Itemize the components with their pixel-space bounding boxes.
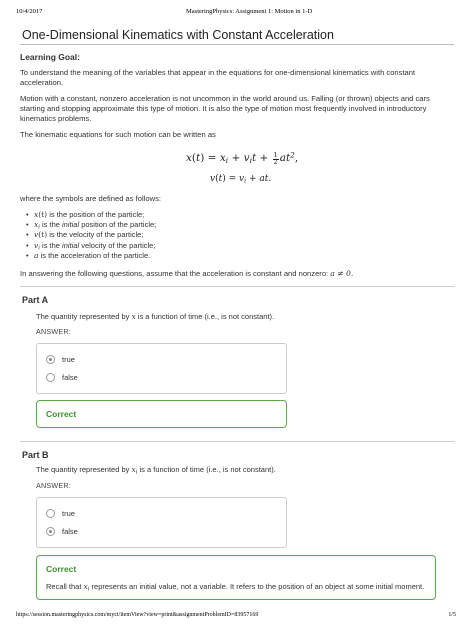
- goal-paragraph-4: where the symbols are defined as follows:: [20, 194, 161, 203]
- print-url[interactable]: https://session.masteringphysics.com/myct/itemView?view=print&assignmentProblemID=83957169: [16, 612, 259, 618]
- goal-paragraph-3: The kinematic equations for such motion can be written as: [20, 130, 216, 139]
- part-b-option-true[interactable]: true: [46, 509, 75, 518]
- definition-item: • v(t) is the velocity of the particle;: [26, 230, 454, 240]
- definition-item: • x(t) is the position of the particle;: [26, 210, 454, 220]
- learning-goal-heading: Learning Goal:: [20, 52, 80, 62]
- print-date: 10/4/2017: [16, 8, 43, 15]
- part-b-option-false[interactable]: false: [46, 527, 78, 536]
- part-a-answer-label: ANSWER:: [36, 327, 71, 336]
- part-a-question: The quantity represented by x is a function of time (i.e., is not constant).: [36, 312, 275, 321]
- radio-unselected-icon[interactable]: [46, 509, 55, 518]
- part-b-answer-label: ANSWER:: [36, 481, 71, 490]
- position-equation: $x(t) = x_i + v_it$ + $\frac{1}{2}$ $at^2$,: [186, 150, 299, 166]
- feedback-message: Recall that $x_i$ represents an initial value, not a variable. It refers to the position of an object at some initial moment.: [46, 582, 425, 593]
- print-page-title: MasteringPhysics: Assignment 1: Motion in 1-D: [186, 8, 313, 15]
- part-a-heading: Part A: [22, 295, 49, 305]
- goal-paragraph-1: To understand the meaning of the variables that appear in the equations for one-dimensional kinematics with constant acceleration.: [20, 68, 416, 87]
- title-divider: [20, 44, 454, 45]
- part-a-feedback: [36, 400, 287, 428]
- radio-selected-icon[interactable]: [46, 527, 55, 536]
- part-a-option-false[interactable]: false: [46, 373, 78, 382]
- part-b-feedback: [36, 555, 436, 600]
- part-a-choices: [36, 343, 287, 394]
- part-b-choices: [36, 497, 287, 548]
- print-footer: [16, 612, 456, 624]
- page-number: 1/5: [448, 612, 456, 618]
- part-a-option-true[interactable]: true: [46, 355, 75, 364]
- definition-item: • a is the acceleration of the particle.: [26, 251, 454, 261]
- definition-item: • $x_i$ is the initial position of the particle;: [26, 220, 454, 230]
- definition-item: • $v_i$ is the initial velocity of the particle;: [26, 241, 454, 251]
- radio-unselected-icon[interactable]: [46, 373, 55, 382]
- kinematic-equations: [20, 146, 454, 190]
- feedback-correct-title: Correct: [46, 409, 77, 419]
- print-header: [16, 8, 456, 20]
- symbol-definitions: [26, 210, 454, 261]
- velocity-equation: $v(t) = v_i$ + at.: [210, 174, 272, 185]
- part-b-heading: Part B: [22, 450, 49, 460]
- part-a-divider: [20, 286, 454, 287]
- radio-selected-icon[interactable]: [46, 355, 55, 364]
- learning-goal-section: [20, 52, 454, 285]
- problem-title: One-Dimensional Kinematics with Constant Acceleration: [22, 28, 334, 42]
- goal-paragraph-5: In answering the following questions, assume that the acceleration is constant and nonzero: a ≠ 0.: [20, 269, 354, 279]
- part-b-divider: [20, 441, 454, 442]
- part-b-question: The quantity represented by $x_i$ is a function of time (i.e., is not constant).: [36, 465, 276, 476]
- feedback-correct-title: Correct: [46, 564, 77, 574]
- goal-paragraph-2: Motion with a constant, nonzero acceleration is not uncommon in the world around us. Falling (or thrown) objects and cars starting and stopping approximate this type of motion. It is also the type of motion most frequently involved in introductory kinematics problems.: [20, 94, 430, 123]
